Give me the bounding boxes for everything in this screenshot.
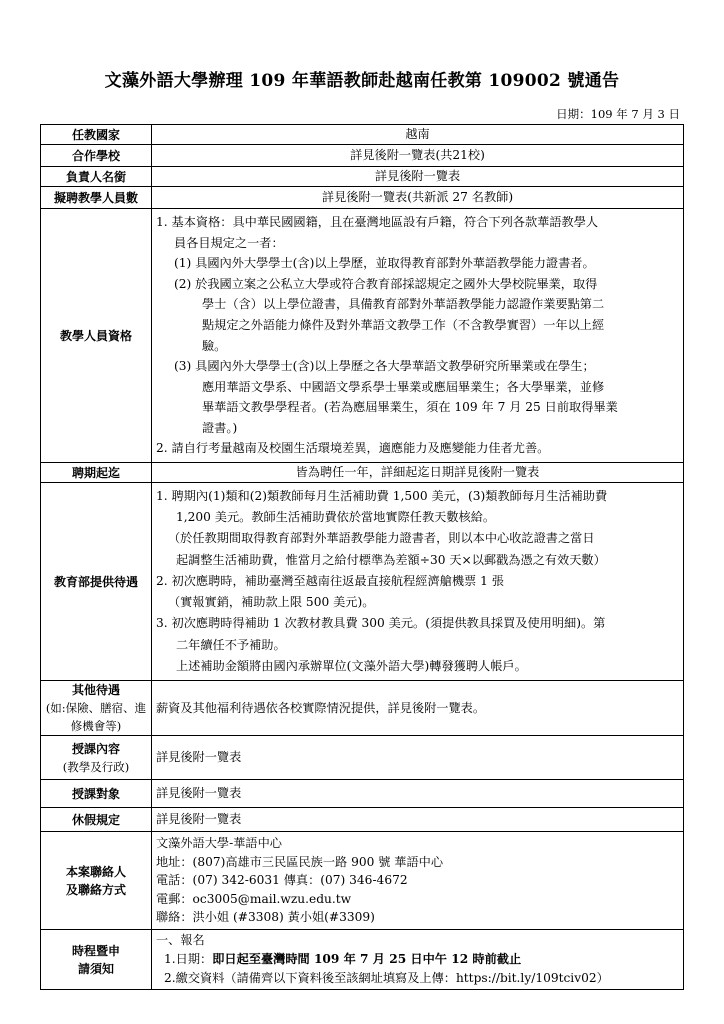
schedule-date-prefix: 1.日期：	[164, 952, 213, 966]
qual-line: 證書。)	[202, 420, 238, 435]
value-qualification	[152, 209, 684, 463]
benefit-line: （於任教期間取得教育部對外華語教學能力證書者，則以本中心收訖證書之當日	[168, 531, 595, 546]
value-schedule	[152, 930, 684, 990]
qual-line: (1) 具國內外大學學士(含)以上學歷，並取得教育部對外華語教學能力證書者。	[174, 256, 595, 271]
row-school	[41, 145, 684, 167]
row-audience	[41, 780, 684, 808]
qual-line: 2. 請自行考量越南及校園生活環境差異，適應能力及應變能力佳者尤善。	[156, 441, 550, 456]
benefit-line: 2. 初次應聘時，補助臺灣至越南往返最直接航程經濟艙機票 1 張	[156, 573, 504, 588]
row-other	[41, 681, 684, 736]
value-contact-title: 詳見後附一覽表	[152, 167, 684, 187]
row-country	[41, 125, 684, 145]
label-term: 聘期起迄	[41, 463, 152, 483]
label-other-main: 其他待遇	[71, 683, 120, 697]
label-leave: 休假規定	[41, 808, 152, 832]
qual-line: 學士（含）以上學位證書，具備教育部對外華語教學能力認證作業要點第二	[202, 297, 605, 312]
benefit-line: 1,200 美元。教師生活補助費依於當地實際任教天數核給。	[176, 510, 496, 525]
row-contact	[41, 832, 684, 930]
value-term: 皆為聘任一年，詳細起迄日期詳見後附一覽表	[152, 463, 684, 483]
notice-date: 日期：109 年 7 月 3 日	[556, 107, 680, 121]
qual-line: 應用華語文學系、中國語文學系學士畢業或應屆畢業生；各大學畢業，並修	[202, 379, 605, 394]
row-benefits	[41, 483, 684, 681]
row-term	[41, 463, 684, 483]
benefit-line: （實報實銷，補助款上限 500 美元)。	[168, 595, 375, 610]
qual-line: 1. 基本資格：具中華民國國籍，且在臺灣地區設有戶籍，符合下列各款華語教學人	[156, 214, 599, 229]
value-benefits	[152, 483, 684, 681]
value-course: 詳見後附一覽表	[152, 736, 684, 780]
qual-line: (3) 具國內外大學學士(含)以上學歷之各大學華語文教學研究所畢業或在學生；	[174, 359, 595, 374]
row-qualification	[41, 209, 684, 463]
contact-org: 文藻外語大學-華語中心	[156, 836, 282, 851]
row-contact-title	[41, 167, 684, 187]
contact-phone: 電話：(07) 342-6031 傳真：(07) 346-4672	[156, 873, 408, 888]
benefit-line: 二年續任不予補助。	[176, 637, 286, 652]
qual-line: 驗。	[202, 338, 227, 353]
label-school: 合作學校	[41, 145, 152, 167]
label-schedule: 時程暨申請須知	[41, 930, 152, 990]
contact-address: 地址：(807)高雄市三民區民族一路 900 號 華語中心	[156, 854, 444, 869]
notice-table	[40, 124, 684, 990]
qual-line: (2) 於我國立案之公私立大學或符合教育部採認規定之國外大學校院畢業，取得	[174, 276, 598, 291]
label-other-sub: (如:保險、膳宿、進修機會等)	[45, 701, 147, 733]
contact-person: 聯絡：洪小姐 (#3308) 黃小姐(#3309)	[156, 910, 375, 925]
schedule-deadline: 即日起至臺灣時間 109 年 7 月 25 日中午 12 時前截止	[212, 952, 522, 966]
schedule-item-docs[interactable]: 2.繳交資料（請備齊以下資料後至該網址填寫及上傳：https://bit.ly/109tciv02）	[164, 971, 609, 985]
qual-line: 員各目規定之一者：	[174, 235, 284, 250]
value-headcount: 詳見後附一覽表(共新派 27 名教師)	[152, 187, 684, 209]
label-country: 任教國家	[41, 125, 152, 145]
label-course	[41, 736, 152, 780]
schedule-heading: 一、報名	[156, 933, 205, 947]
schedule-item-date	[156, 950, 679, 969]
value-other: 薪資及其他福利待遇依各校實際情況提供，詳見後附一覽表。	[152, 681, 684, 736]
label-other	[41, 681, 152, 736]
row-leave	[41, 808, 684, 832]
benefit-line: 起調整生活補助費，惟當月之給付標準為差額÷30 天×以郵戳為憑之有效天數）	[176, 552, 606, 567]
value-audience: 詳見後附一覽表	[152, 780, 684, 808]
page-title: 文藻外語大學辦理 109 年華語教師赴越南任教第 109002 號通告	[104, 71, 620, 91]
label-contact: 本案聯絡人及聯絡方式	[41, 832, 152, 930]
label-contact-title: 負責人名銜	[41, 167, 152, 187]
row-headcount	[41, 187, 684, 209]
label-audience: 授課對象	[41, 780, 152, 808]
row-course	[41, 736, 684, 780]
label-qualification: 教學人員資格	[41, 209, 152, 463]
label-headcount: 擬聘教學人員數	[41, 187, 152, 209]
label-course-main: 授課內容	[71, 741, 120, 756]
benefit-line: 3. 初次應聘時得補助 1 次教材教具費 300 美元。(須提供教具採買及使用明細)。第	[156, 616, 606, 631]
qual-line: 點規定之外語能力條件及對外華語文教學工作（不含教學實習）一年以上經	[202, 317, 605, 332]
value-leave: 詳見後附一覽表	[152, 808, 684, 832]
benefit-line: 1. 聘期內(1)類和(2)類教師每月生活補助費 1,500 美元，(3)類教師每月生活補助費	[156, 489, 608, 504]
value-school: 詳見後附一覽表(共21校)	[152, 145, 684, 167]
benefit-line: 上述補助金額將由國內承辦單位(文藻外語大學)轉發獲聘人帳戶。	[176, 658, 527, 673]
label-course-sub: (教學及行政)	[62, 759, 130, 774]
qual-line: 畢華語文教學學程者。(若為應屆畢業生，須在 109 年 7 月 25 日前取得畢業	[202, 400, 618, 415]
row-schedule	[41, 930, 684, 990]
value-contact	[152, 832, 684, 930]
contact-email[interactable]: 電郵：oc3005@mail.wzu.edu.tw	[156, 891, 352, 906]
value-country: 越南	[152, 125, 684, 145]
label-benefits: 教育部提供待遇	[41, 483, 152, 681]
